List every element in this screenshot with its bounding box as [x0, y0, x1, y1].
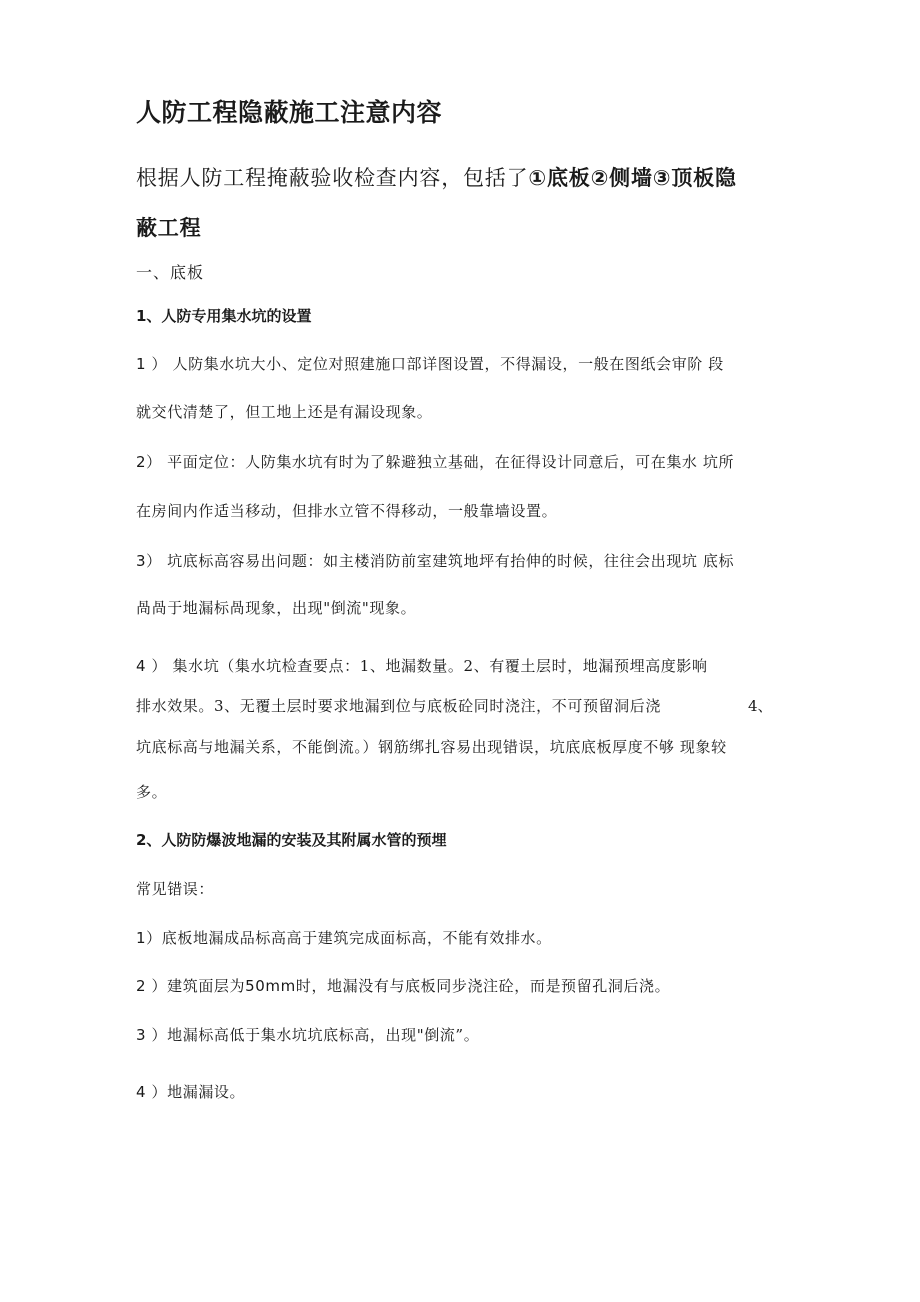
item-text: 人防集水坑大小、定位对照建施口部详图设置，不得漏设，一般在图纸会审阶 段	[172, 355, 724, 373]
sump-item-4-line-2: 排水效果。3、无覆土层时要求地漏到位与底板砼同时浇注，不可预留洞后浇	[136, 697, 661, 715]
item-number: 4 ）	[136, 657, 168, 675]
item-text: 建筑面层为	[167, 977, 246, 995]
sump-item-4-point-4-marker: 4、	[748, 697, 773, 715]
sump-item-1-line-1	[136, 353, 724, 374]
item-number: 2 ）	[136, 977, 168, 995]
intro-text: 根据人防工程掩蔽验收检查内容，包括了	[136, 166, 529, 190]
common-errors-label: 常见错误：	[136, 880, 215, 898]
item-number: 3）	[136, 552, 162, 570]
section-heading-floor-slab: 一、底板	[136, 263, 205, 282]
sump-item-3-line-2: 咼咼于地漏标咼现象，出现"倒流"现象。	[136, 599, 417, 617]
error-item-1	[136, 927, 552, 948]
item-text: 底板地漏成品标高高于建筑完成面标高，不能有效排水。	[161, 929, 552, 947]
sump-item-3-line-1	[136, 550, 734, 571]
item-number: 2）	[136, 453, 162, 471]
error-item-4	[136, 1081, 245, 1102]
subsection-heading-sump: 1、人防专用集水坑的设置	[136, 307, 312, 325]
item-measurement: 50mm	[245, 977, 296, 995]
sump-item-4-line-1	[136, 655, 708, 676]
sump-item-4-line-3: 坑底标高与地漏关系，不能倒流。）钢筋绑扎容易出现错误，坑底底板厚度不够 现象较	[136, 738, 727, 756]
item-text: 坑底标高容易出问题：如主楼消防前室建筑地坪有抬伸的时候，往往会出现坑 底标	[167, 552, 735, 570]
error-item-2	[136, 975, 670, 996]
error-item-3	[136, 1024, 479, 1045]
document-title: 人防工程隐蔽施工注意内容	[136, 98, 443, 127]
item-number: 1 ）	[136, 355, 168, 373]
subsection-heading-floor-drain: 2、人防防爆波地漏的安装及其附属水管的预埋	[136, 831, 447, 849]
item-text: 地漏漏设。	[167, 1083, 246, 1101]
sump-item-2-line-1	[136, 451, 734, 472]
item-text: 平面定位：人防集水坑有时为了躲避独立基础，在征得设计同意后，可在集水 坑所	[167, 453, 735, 471]
intro-line-1	[136, 162, 737, 192]
intro-scope-list: ①底板②侧墙③顶板隐	[528, 166, 737, 190]
sump-item-4-line-4: 多。	[136, 783, 168, 801]
item-text: 地漏标高低于集水坑坑底标高，出现"倒流”。	[167, 1026, 480, 1044]
item-text: 时，地漏没有与底板同步浇注砼，而是预留孔洞后浇。	[295, 977, 671, 995]
intro-line-2: 蔽工程	[136, 216, 202, 240]
item-number: 1）	[136, 929, 162, 947]
item-number: 3 ）	[136, 1026, 168, 1044]
item-text: 集水坑（集水坑检查要点：1、地漏数量。2、有覆土层时，地漏预埋高度影响	[172, 657, 708, 675]
item-number: 4 ）	[136, 1083, 168, 1101]
sump-item-2-line-2: 在房间内作适当移动，但排水立管不得移动，一般靠墙设置。	[136, 502, 558, 520]
sump-item-1-line-2: 就交代清楚了，但工地上还是有漏设现象。	[136, 403, 433, 421]
